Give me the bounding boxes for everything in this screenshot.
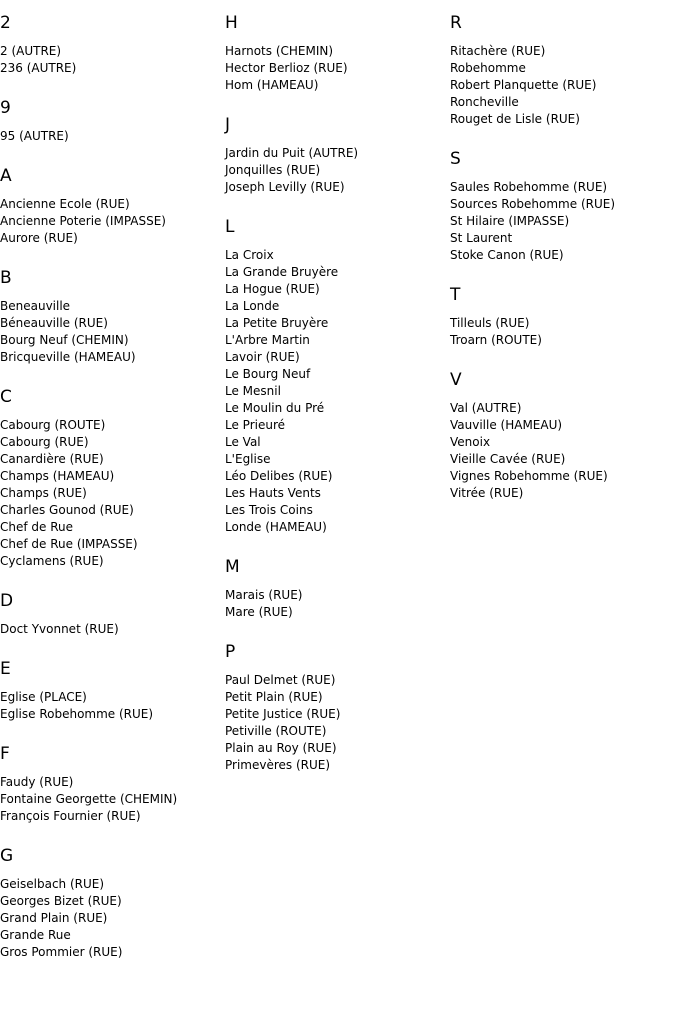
street-item[interactable]: La Croix [225, 248, 274, 262]
letter-heading: A [0, 166, 12, 186]
street-item[interactable]: Vitrée (RUE) [450, 486, 524, 500]
street-list [450, 315, 670, 349]
street-item[interactable]: Eglise (PLACE) [0, 690, 87, 704]
street-item[interactable]: Vauville (HAMEAU) [450, 418, 563, 432]
letter-group [225, 115, 445, 196]
street-item[interactable]: Petit Plain (RUE) [225, 690, 323, 704]
letter-group [0, 98, 220, 145]
street-item[interactable]: Roncheville [450, 95, 519, 109]
street-item[interactable]: Joseph Levilly (RUE) [225, 180, 345, 194]
street-list [0, 876, 220, 961]
street-item[interactable]: Plain au Roy (RUE) [225, 741, 337, 755]
street-list [450, 179, 670, 264]
letter-group [0, 659, 220, 723]
letter-heading: S [450, 149, 461, 169]
street-item[interactable]: La Grande Bruyère [225, 265, 339, 279]
street-item[interactable]: Troarn (ROUTE) [450, 333, 542, 347]
letter-group [450, 149, 670, 264]
street-item[interactable]: Chef de Rue (IMPASSE) [0, 537, 138, 551]
street-item[interactable]: La Londe [225, 299, 280, 313]
street-item[interactable]: L'Arbre Martin [225, 333, 310, 347]
street-item[interactable]: Hom (HAMEAU) [225, 78, 319, 92]
street-item[interactable]: Canardière (RUE) [0, 452, 104, 466]
letter-group [0, 846, 220, 961]
street-item[interactable]: Bricqueville (HAMEAU) [0, 350, 136, 364]
street-item[interactable]: Saules Robehomme (RUE) [450, 180, 608, 194]
street-item[interactable]: Bourg Neuf (CHEMIN) [0, 333, 129, 347]
letter-heading: R [450, 13, 462, 33]
letter-group [0, 268, 220, 366]
street-list [225, 672, 445, 774]
letter-heading: J [225, 115, 231, 135]
letter-group [0, 13, 220, 77]
street-index-column-3 [450, 13, 670, 523]
letter-heading: B [0, 268, 12, 288]
street-item[interactable]: Léo Delibes (RUE) [225, 469, 333, 483]
street-item[interactable]: Sources Robehomme (RUE) [450, 197, 616, 211]
street-item[interactable]: 95 (AUTRE) [0, 129, 69, 143]
street-item[interactable]: Aurore (RUE) [0, 231, 78, 245]
street-item[interactable]: Le Bourg Neuf [225, 367, 311, 381]
letter-heading: F [0, 744, 10, 764]
street-item[interactable]: Gros Pommier (RUE) [0, 945, 123, 959]
letter-heading: D [0, 591, 14, 611]
street-list [225, 587, 445, 621]
street-item[interactable]: Primevères (RUE) [225, 758, 331, 772]
street-item[interactable]: Grande Rue [0, 928, 71, 942]
letter-heading: M [225, 557, 240, 577]
street-item[interactable]: 236 (AUTRE) [0, 61, 77, 75]
letter-heading: H [225, 13, 238, 33]
street-item[interactable]: Lavoir (RUE) [225, 350, 300, 364]
street-item[interactable]: Val (AUTRE) [450, 401, 522, 415]
street-item[interactable]: La Petite Bruyère [225, 316, 329, 330]
street-item[interactable]: Paul Delmet (RUE) [225, 673, 336, 687]
letter-group [225, 217, 445, 536]
street-list [0, 128, 220, 145]
street-list [0, 43, 220, 77]
letter-group [450, 370, 670, 502]
letter-heading: C [0, 387, 12, 407]
street-item[interactable]: 2 (AUTRE) [0, 44, 62, 58]
street-item[interactable]: Jonquilles (RUE) [225, 163, 321, 177]
street-item[interactable]: Rouget de Lisle (RUE) [450, 112, 580, 126]
street-item[interactable]: La Hogue (RUE) [225, 282, 320, 296]
street-item[interactable]: Le Prieuré [225, 418, 286, 432]
street-list [0, 196, 220, 247]
letter-group [0, 591, 220, 638]
street-item[interactable]: Ancienne Poterie (IMPASSE) [0, 214, 166, 228]
letter-group [0, 387, 220, 570]
street-item[interactable]: Béneauville (RUE) [0, 316, 108, 330]
street-item[interactable]: Vignes Robehomme (RUE) [450, 469, 608, 483]
street-item[interactable]: Petiville (ROUTE) [225, 724, 327, 738]
letter-heading: V [450, 370, 462, 390]
letter-group [450, 13, 670, 128]
street-item[interactable]: Robert Planquette (RUE) [450, 78, 597, 92]
street-item[interactable]: Petite Justice (RUE) [225, 707, 341, 721]
letter-heading: E [0, 659, 11, 679]
letter-group [0, 744, 220, 825]
street-item[interactable]: Faudy (RUE) [0, 775, 74, 789]
street-list [0, 621, 220, 638]
street-item[interactable]: Marais (RUE) [225, 588, 303, 602]
street-item[interactable]: Les Hauts Vents [225, 486, 321, 500]
street-item[interactable]: Beneauville [0, 299, 71, 313]
street-item[interactable]: Harnots (CHEMIN) [225, 44, 334, 58]
street-item[interactable]: Venoix [450, 435, 491, 449]
letter-heading: 9 [0, 98, 11, 118]
street-list [225, 43, 445, 94]
street-item[interactable]: Charles Gounod (RUE) [0, 503, 134, 517]
street-list [0, 689, 220, 723]
street-item[interactable]: Eglise Robehomme (RUE) [0, 707, 154, 721]
street-item[interactable]: Londe (HAMEAU) [225, 520, 327, 534]
street-item[interactable]: Grand Plain (RUE) [0, 911, 108, 925]
street-item[interactable]: Jardin du Puit (AUTRE) [225, 146, 359, 160]
street-item[interactable]: François Fournier (RUE) [0, 809, 141, 823]
letter-group [225, 642, 445, 774]
street-item[interactable]: Champs (HAMEAU) [0, 469, 115, 483]
street-list [0, 417, 220, 570]
street-item[interactable]: Robehomme [450, 61, 526, 75]
street-item[interactable]: Cabourg (RUE) [0, 435, 89, 449]
street-list [450, 400, 670, 502]
street-list [225, 247, 445, 536]
letter-group [450, 285, 670, 349]
street-item[interactable]: Vieille Cavée (RUE) [450, 452, 566, 466]
street-item[interactable]: Hector Berlioz (RUE) [225, 61, 348, 75]
letter-heading: T [450, 285, 461, 305]
street-item[interactable]: St Laurent [450, 231, 513, 245]
street-item[interactable]: Mare (RUE) [225, 605, 293, 619]
street-item[interactable]: Stoke Canon (RUE) [450, 248, 564, 262]
street-item[interactable]: Ritachère (RUE) [450, 44, 546, 58]
street-item[interactable]: Ancienne Ecole (RUE) [0, 197, 130, 211]
street-item[interactable]: Cabourg (ROUTE) [0, 418, 106, 432]
street-item[interactable]: Fontaine Georgette (CHEMIN) [0, 792, 178, 806]
street-item[interactable]: Le Mesnil [225, 384, 281, 398]
street-item[interactable]: Les Trois Coins [225, 503, 313, 517]
street-list [225, 145, 445, 196]
street-item[interactable]: Cyclamens (RUE) [0, 554, 104, 568]
letter-heading: L [225, 217, 235, 237]
street-item[interactable]: Tilleuls (RUE) [450, 316, 530, 330]
letter-heading: P [225, 642, 236, 662]
street-item[interactable]: Doct Yvonnet (RUE) [0, 622, 119, 636]
street-item[interactable]: L'Eglise [225, 452, 271, 466]
street-list [0, 774, 220, 825]
letter-heading: 2 [0, 13, 11, 33]
street-item[interactable]: St Hilaire (IMPASSE) [450, 214, 570, 228]
street-item[interactable]: Geiselbach (RUE) [0, 877, 105, 891]
street-index-column-1 [0, 13, 220, 982]
letter-group [225, 13, 445, 94]
street-list [450, 43, 670, 128]
street-item[interactable]: Chef de Rue [0, 520, 74, 534]
letter-group [0, 166, 220, 247]
street-item[interactable]: Champs (RUE) [0, 486, 87, 500]
street-list [0, 298, 220, 366]
letter-heading: G [0, 846, 14, 866]
street-item[interactable]: Le Moulin du Pré [225, 401, 325, 415]
street-item[interactable]: Le Val [225, 435, 261, 449]
letter-group [225, 557, 445, 621]
street-index-column-2 [225, 13, 445, 795]
street-item[interactable]: Georges Bizet (RUE) [0, 894, 122, 908]
